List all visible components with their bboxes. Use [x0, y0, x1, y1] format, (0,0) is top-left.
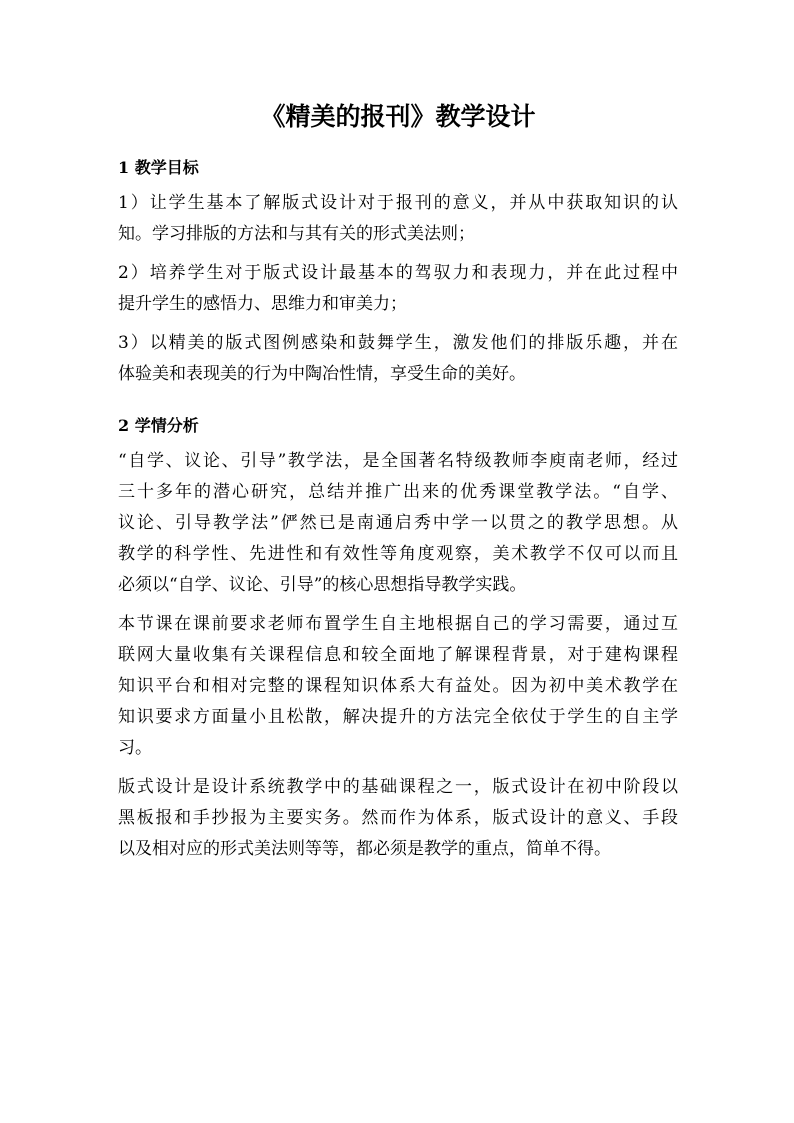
section-heading-teaching-goals: 1 教学目标 [118, 158, 199, 177]
paragraph-line: 习。 [118, 738, 152, 758]
goal-item-3 [118, 328, 678, 390]
paragraph-line: 三十多年的潜心研究，总结并推广出来的优秀课堂教学法。“自学、 [118, 482, 678, 502]
document-content [118, 96, 678, 865]
goal-item-1 [118, 188, 678, 250]
paragraph-line: 知。学习排版的方法和与其有关的形式美法则； [118, 224, 475, 244]
paragraph-line: 以及相对应的形式美法则等等，都必须是教学的重点，简单不得。 [118, 839, 611, 859]
paragraph-spacing [118, 601, 678, 609]
paragraph-line: 1）让学生基本了解版式设计对于报刊的意义，并从中获取知识的认 [118, 193, 678, 213]
paragraph-line: 本节课在课前要求老师布置学生自主地根据自己的学习需要，通过互 [118, 614, 678, 634]
analysis-paragraph-2 [118, 609, 678, 764]
paragraph-line: 教学的科学性、先进性和有效性等角度观察，美术教学不仅可以而且 [118, 544, 678, 564]
paragraph-line: 议论、引导教学法”俨然已是南通启秀中学一以贯之的教学思想。从 [118, 513, 678, 533]
paragraph-line: 版式设计是设计系统教学中的基础课程之一，版式设计在初中阶段以 [118, 777, 678, 797]
paragraph-line: 提升学生的感悟力、思维力和审美力； [118, 294, 407, 314]
analysis-paragraph-3 [118, 772, 678, 865]
paragraph-line: 黑板报和手抄报为主要实务。然而作为体系，版式设计的意义、手段 [118, 808, 678, 828]
paragraph-line: 联网大量收集有关课程信息和较全面地了解课程背景，对于建构课程 [118, 645, 678, 665]
section-heading-learning-analysis: 2 学情分析 [118, 416, 199, 435]
goal-item-2 [118, 258, 678, 320]
paragraph-line: 3）以精美的版式图例感染和鼓舞学生，激发他们的排版乐趣，并在 [118, 333, 678, 353]
paragraph-line: 知识平台和相对完整的课程知识体系大有益处。因为初中美术教学在 [118, 676, 678, 696]
paragraph-spacing [118, 250, 678, 258]
paragraph-line: 知识要求方面量小且松散，解决提升的方法完全依仗于学生的自主学 [118, 707, 678, 727]
paragraph-line: 必须以“自学、议论、引导”的核心思想指导教学实践。 [118, 575, 527, 595]
title-spacing [118, 138, 678, 148]
paragraph-spacing [118, 320, 678, 328]
section-spacing [118, 390, 678, 406]
paragraph-line: 2）培养学生对于版式设计最基本的驾驭力和表现力，并在此过程中 [118, 263, 678, 283]
analysis-paragraph-1 [118, 446, 678, 601]
paragraph-line: 体验美和表现美的行为中陶冶性情，享受生命的美好。 [118, 364, 526, 384]
paragraph-line: “自学、议论、引导”教学法，是全国著名特级教师李庾南老师，经过 [118, 451, 678, 471]
document-title: 《精美的报刊》教学设计 [260, 102, 536, 131]
paragraph-spacing [118, 764, 678, 772]
